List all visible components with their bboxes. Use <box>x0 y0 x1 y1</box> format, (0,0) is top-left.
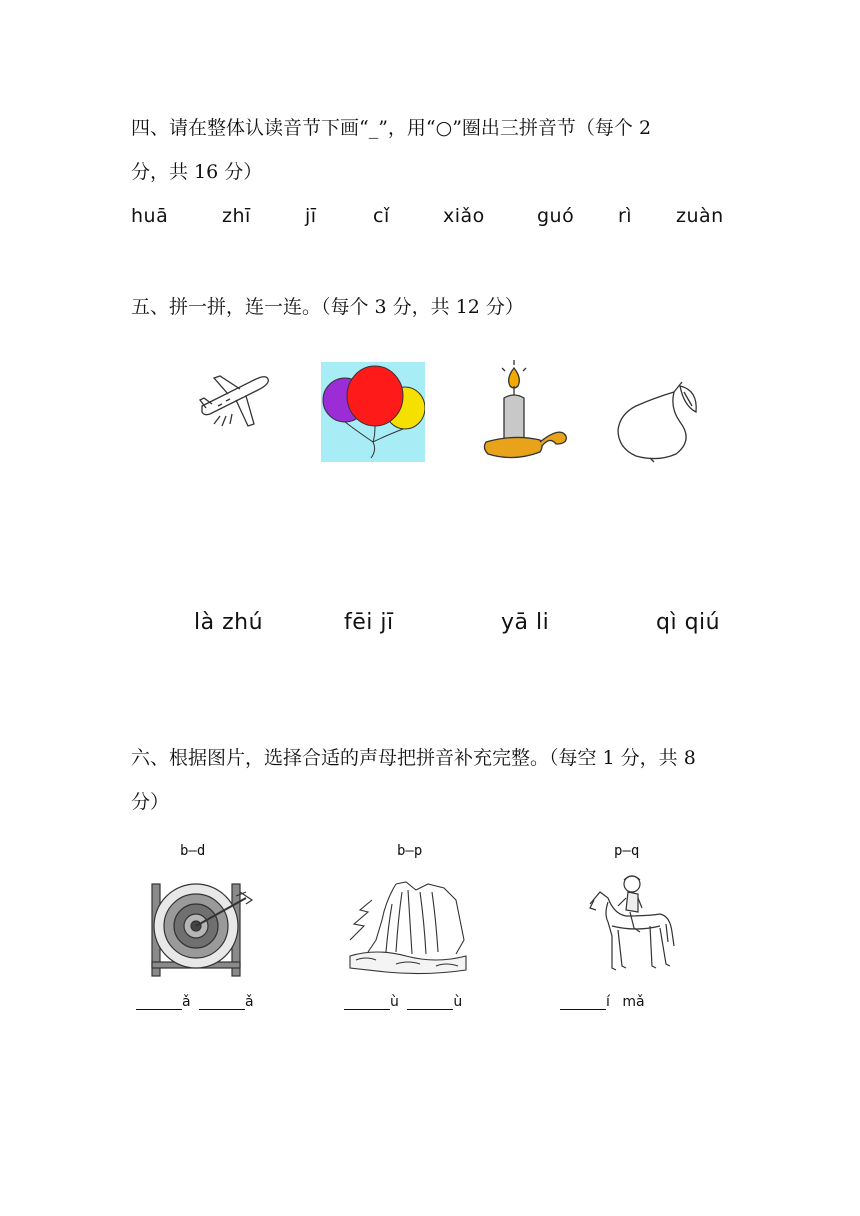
answer-blanks-2 <box>344 994 462 1010</box>
syllable: cǐ <box>373 205 390 227</box>
airplane-picture <box>196 370 272 432</box>
section5-title: 五、拼一拼，连一连。（每个 3 分，共 12 分） <box>131 296 524 318</box>
blank-vowel: ù <box>453 994 463 1010</box>
word-option: là zhú <box>194 610 264 635</box>
balloons-picture <box>321 362 425 462</box>
section4-title-line1: 四、请在整体认读音节下画“_”，用“○”圈出三拼音节（每个 2 <box>131 117 652 139</box>
answer-blank[interactable] <box>560 995 606 1010</box>
syllable: jī <box>305 205 317 227</box>
answer-blank[interactable] <box>136 995 182 1010</box>
syllable: xiǎo <box>443 205 485 227</box>
syllable: rì <box>618 205 633 227</box>
blank-vowel: ù <box>390 994 399 1010</box>
section6-title-line1: 六、根据图片，选择合适的声母把拼音补充完整。（每空 1 分，共 8 <box>131 747 696 769</box>
blank-vowel: í <box>606 994 610 1010</box>
word-option: qì qiú <box>656 610 721 635</box>
waterfall-picture <box>346 880 470 978</box>
section4-title-line2: 分，共 16 分） <box>131 161 263 183</box>
answer-blank[interactable] <box>344 995 390 1010</box>
section6-title-line2: 分） <box>131 791 170 813</box>
answer-blanks-1 <box>136 994 254 1010</box>
candle-picture <box>480 356 570 464</box>
syllable: zhī <box>222 205 251 227</box>
blank-vowel: ǎ <box>182 994 191 1010</box>
word-option: fēi jī <box>344 610 394 635</box>
answer-blank[interactable] <box>199 995 245 1010</box>
initial-options: p—q <box>614 843 640 859</box>
blank-vowel: ǎ <box>245 994 254 1010</box>
pear-picture <box>614 378 700 464</box>
given-syllable: mǎ <box>622 994 645 1010</box>
initial-options: b—d <box>180 843 206 859</box>
horse-rider-picture <box>586 870 678 982</box>
word-option: yā li <box>501 610 550 635</box>
syllable: guó <box>537 205 575 227</box>
syllable: zuàn <box>676 205 724 227</box>
target-picture <box>148 880 256 978</box>
syllable: huā <box>131 205 169 227</box>
answer-blank[interactable] <box>407 995 453 1010</box>
answer-blanks-3 <box>560 994 645 1010</box>
initial-options: b—p <box>397 843 423 859</box>
